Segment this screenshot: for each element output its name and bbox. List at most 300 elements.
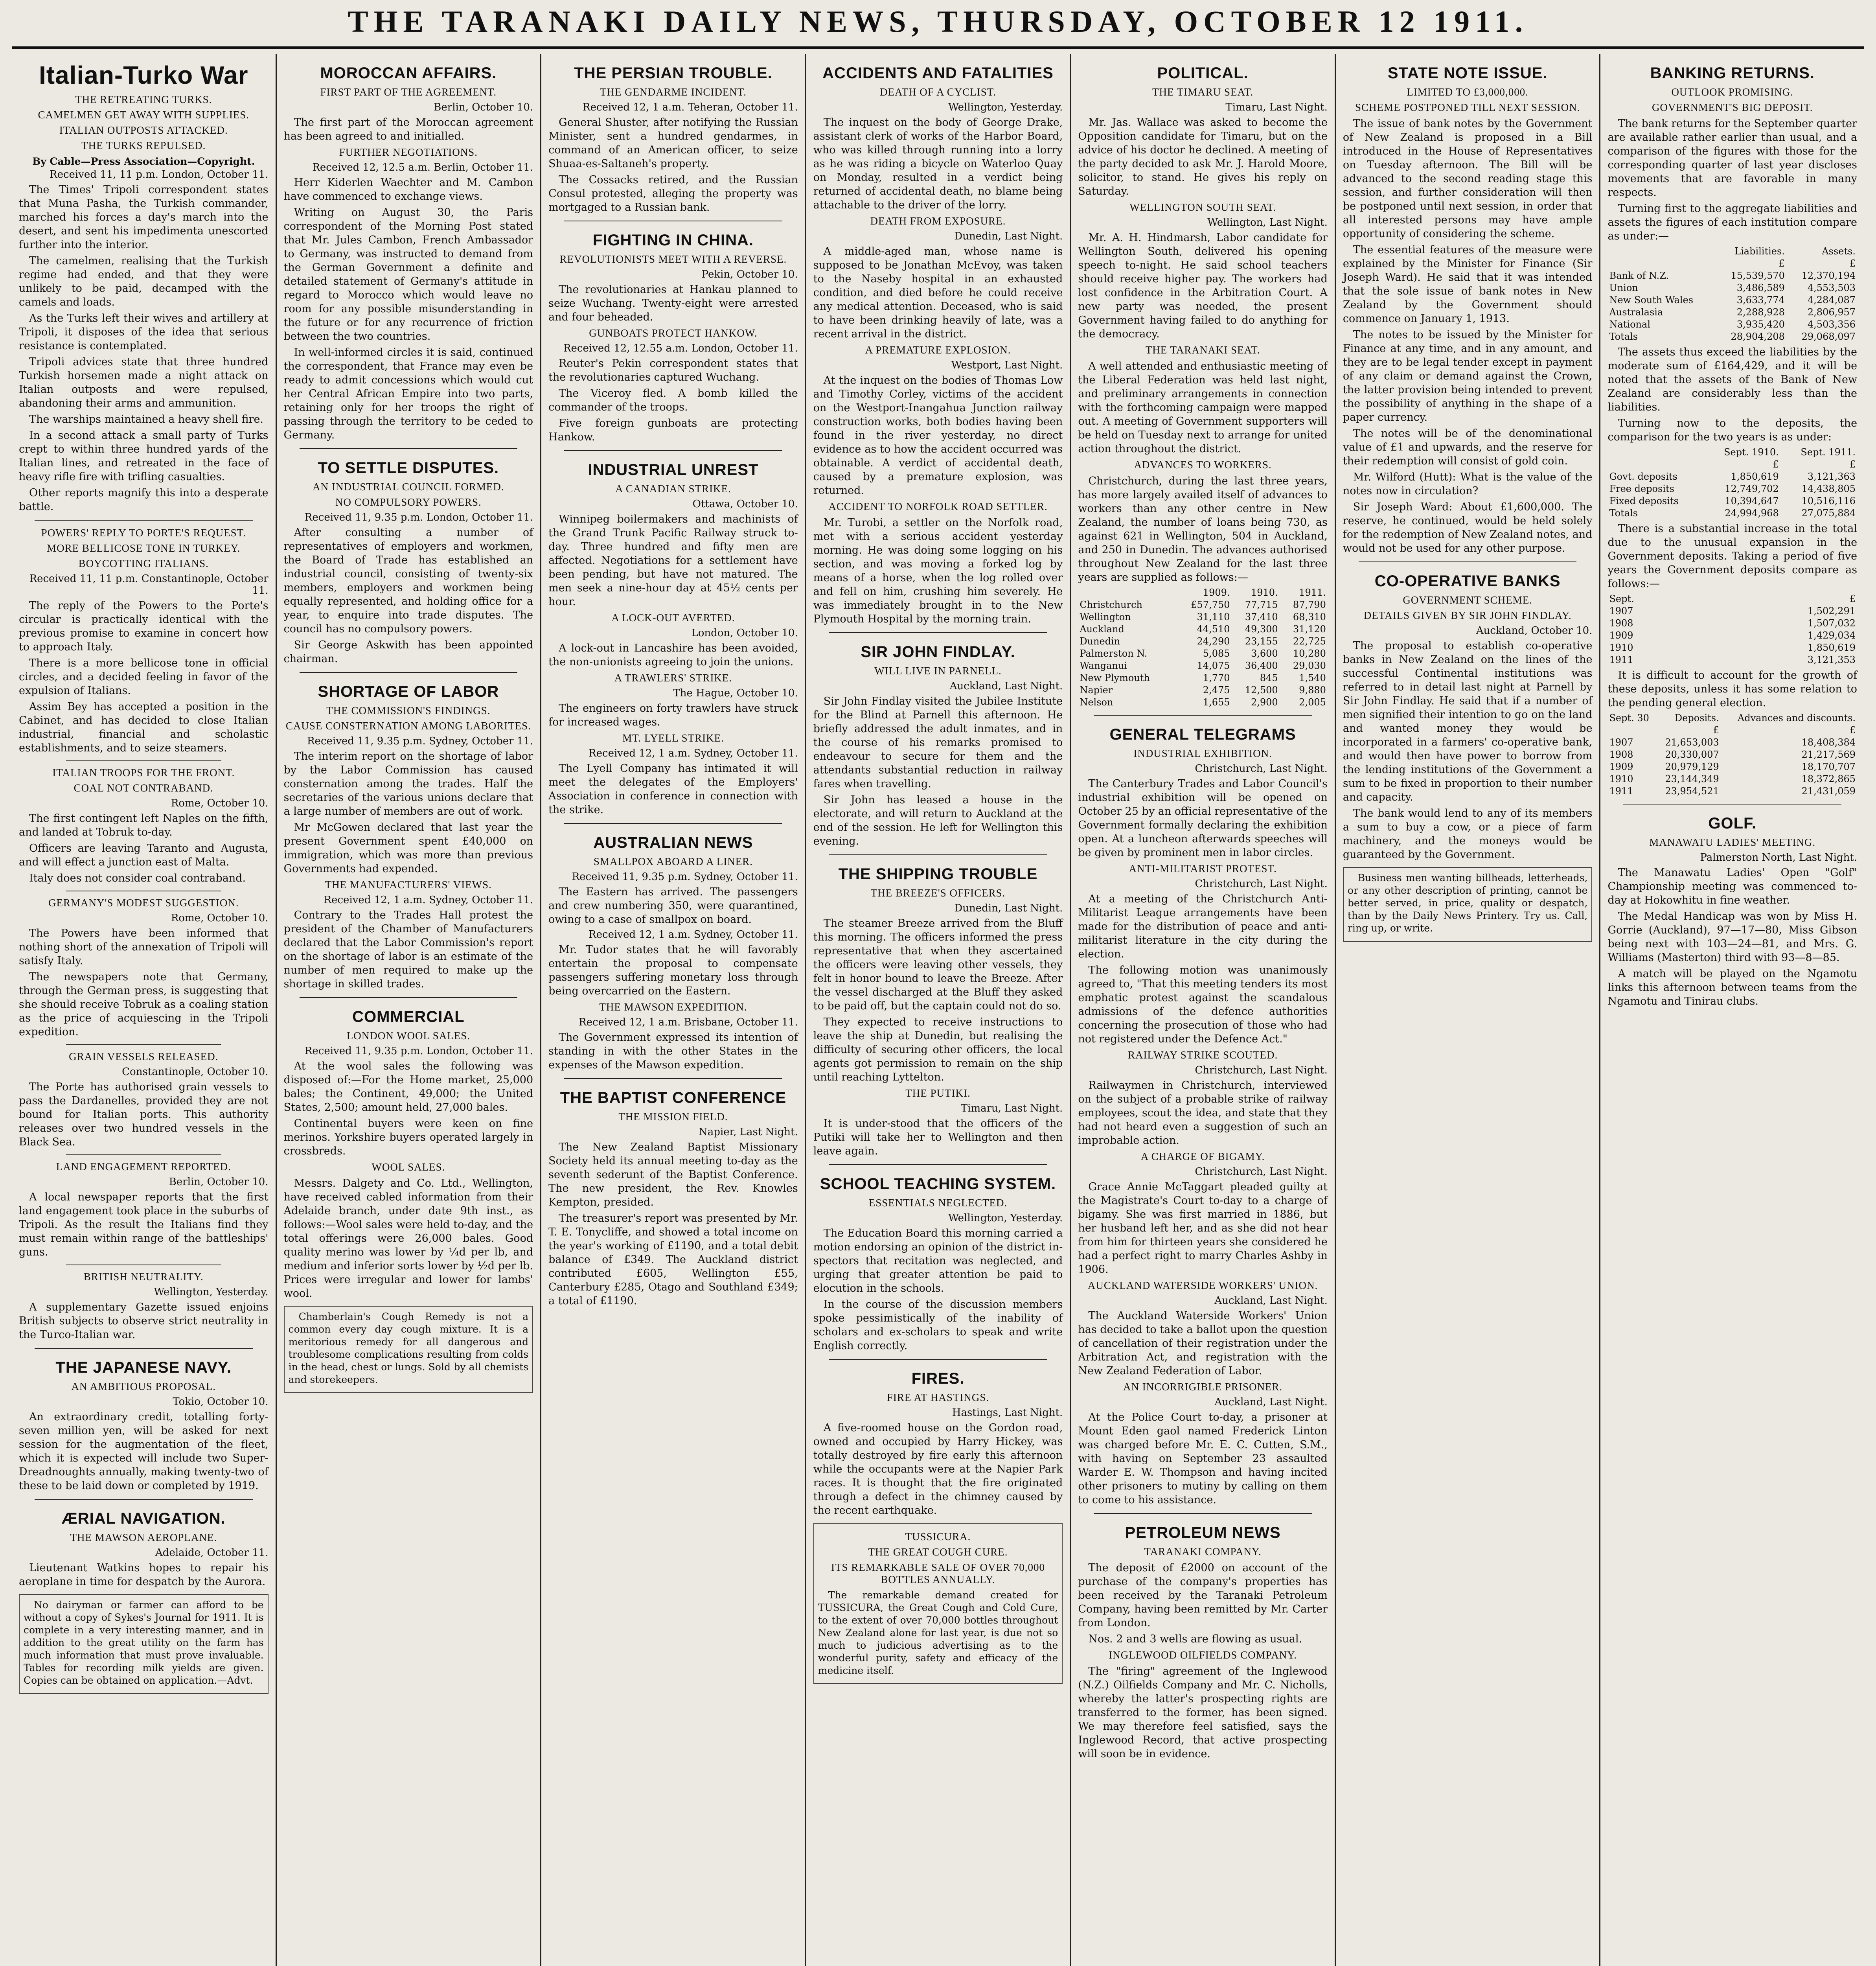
section-sub: THE TARANAKI SEAT. (1145, 344, 1260, 356)
dateline: Auckland, Last Night. (1214, 1396, 1328, 1408)
table-cell (1607, 458, 1703, 471)
divider (1094, 1513, 1312, 1514)
dateline: Berlin, October 10. (169, 1176, 269, 1188)
article-paragraph: The "firing" agreement of the Inglewood (N.Z.) Oilfields Company and Mr. C. Nicholls, whereby the latter's prospecting rights are transferred to the former, has been signed. We may therefore feel satisfied, says the Inglewood Record, that active prospecting will soon be in evidence. (1078, 1665, 1328, 1760)
section-sub: COAL NOT CONTRABAND. (74, 782, 213, 794)
table-cell (1607, 245, 1715, 258)
table-cell (1607, 724, 1656, 736)
table-row (1607, 605, 1857, 617)
table-cell: 24,994,968 (1725, 508, 1779, 519)
headline-australian-news: AUSTRALIAN NEWS (593, 834, 753, 851)
section-sub: A PREMATURE EXPLOSION. (865, 344, 1011, 356)
dateline: Received 11, 9.35 p.m. London, October 11. (304, 512, 533, 523)
headline-fires: FIRES. (911, 1370, 965, 1387)
table-cell: Palmerston N. (1080, 648, 1148, 659)
article-paragraph: Sir John Findlay visited the Jubilee Institute for the Blind at Parnell this afternoon. He briefly addressed the adult inmates, and in the course of his remarks promised to endeavour to secure for them and the attendants substantial reduction in railway fares when travelling. (813, 695, 1063, 790)
section-sub: THE MAWSON EXPEDITION. (599, 1001, 747, 1013)
dateline: Rome, October 10. (171, 797, 269, 809)
table-row (1078, 611, 1328, 623)
headline-shipping-trouble: THE SHIPPING TROUBLE (838, 865, 1038, 883)
article-paragraph: Turning now to the deposits, the comparison for the two years is as under: (1607, 417, 1858, 443)
headline-industrial-unrest: INDUSTRIAL UNREST (588, 461, 759, 479)
section-sub: DEATH OF A CYCLIST. (880, 86, 997, 98)
table-cell: 31,110 (1197, 611, 1230, 622)
article-paragraph: The Canterbury Trades and Labor Council's industrial exhibition will be opened on October 25 by an official representative of the Government formally declaring the exhibition open. At a luncheon afterwards speeches will be given by prominent men in labor circles. (1078, 778, 1328, 859)
divider (35, 1348, 253, 1349)
section-sub: NO COMPULSORY POWERS. (335, 496, 482, 508)
table-cell: 1909. (1203, 587, 1230, 598)
article-paragraph: The Eastern has arrived. The passengers and crew numbering 350, were quarantined, owing to a case of smallpox on board. (548, 886, 798, 926)
article-paragraph: There is a more bellicose tone in official circles, and a decided feeling in favor of the expulsion of Italians. (19, 657, 269, 697)
section-sub: THE COMMISSION'S FINDINGS. (326, 705, 491, 716)
table-row (1078, 696, 1328, 709)
article-paragraph: Mr. Wilford (Hutt): What is the value of the notes now in circulation? (1343, 471, 1593, 497)
table-cell: New South Wales (1609, 295, 1694, 306)
section-sub: GOVERNMENT'S BIG DEPOSIT. (1652, 101, 1813, 113)
table-cell: 21,217,569 (1801, 749, 1856, 760)
table-row (1607, 270, 1857, 282)
section-head: GRAIN VESSELS RELEASED. (69, 1051, 219, 1062)
headline-sir-john-findlay: SIR JOHN FINDLAY. (861, 643, 1015, 661)
table-row (1078, 660, 1328, 672)
table-cell: 10,516,116 (1801, 495, 1856, 506)
advertisement (813, 1523, 1063, 1684)
headline-baptist-conference: THE BAPTIST CONFERENCE (560, 1089, 787, 1106)
table-row (1607, 724, 1857, 736)
table-cell: Totals (1609, 508, 1638, 519)
article-paragraph: A supplementary Gazette issued enjoins British subjects to observe strict neutrality in the Turco-Italian war. (19, 1301, 269, 1341)
divider (1359, 561, 1577, 562)
headline-banking-returns: BANKING RETURNS. (1650, 64, 1815, 82)
table-row (1607, 617, 1857, 630)
article-paragraph: The following motion was unanimously agreed to, "That this meeting tenders its most emphatic protest against the scandalous admissions of the defence authorities concerning the prosecution of those who had not registered under the Defence Act." (1078, 964, 1328, 1045)
table-row (1607, 773, 1857, 785)
divider (300, 448, 518, 449)
article-paragraph: The Auckland Waterside Workers' Union has decided to take a ballot upon the question of cancellation of their registration under the Arbitration Act, and registration with the New Zealand Federation of Labor. (1078, 1310, 1328, 1377)
divider (66, 760, 221, 761)
table-cell: 68,310 (1293, 611, 1326, 622)
article-paragraph: The first part of the Moroccan agreement has been agreed to and initialled. (283, 116, 533, 142)
dateline: Auckland, Last Night. (949, 680, 1063, 692)
dateline: Received 12, 1 a.m. Sydney, October 11. (324, 894, 533, 906)
section-sub: A CHARGE OF BIGAMY. (1140, 1151, 1265, 1162)
headline-co-operative-banks: CO-OPERATIVE BANKS (1374, 572, 1561, 590)
article-paragraph: It is under-stood that the officers of the Putiki will take her to Wellington and then leave again. (813, 1117, 1063, 1157)
dateline: Wellington, Last Night. (1207, 217, 1328, 228)
article-paragraph: In the course of the discussion members spoke pessimistically of the inability of scholars and ex-scholars to speak and write English correctly. (813, 1298, 1063, 1352)
article-paragraph: Other reports magnify this into a desperate battle. (19, 487, 269, 513)
table-row (1607, 331, 1857, 343)
table-cell: Sept. 1911. (1801, 447, 1856, 458)
article-paragraph: A well attended and enthusiastic meeting of the Liberal Federation was held last night, and preliminary arrangements in connection with the forthcoming campaign were mapped out. A meeting of Government supporters will be held on Tuesday next to arrange for united action throughout the district. (1078, 360, 1328, 455)
table-row (1607, 483, 1857, 495)
article-paragraph: Christchurch, during the last three years, has more largely availed itself of advances to workers than any other centre in New Zealand, the number of loans being 730, as against 621 in Wellington, 504 in Auckland, and 250 in Dunedin. The advances authorised throughout New Zealand for the last three years are supplied as follows:— (1078, 475, 1328, 584)
dateline: Received 12, 1 a.m. Brisbane, October 11. (579, 1016, 798, 1028)
table-cell: Assets. (1822, 246, 1856, 257)
dateline: Ottawa, October 10. (692, 498, 798, 510)
table-cell: Bank of N.Z. (1609, 270, 1669, 281)
headline-moroccan-affairs: MOROCCAN AFFAIRS. (320, 64, 497, 82)
table-cell: 3,600 (1251, 648, 1278, 659)
article-paragraph: The interim report on the shortage of labor by the Labor Commission has caused consternation among the trades. Half the secretaries of the various unions declare that a large number of members are out of work. (283, 750, 533, 817)
table-cell: 28,904,208 (1731, 331, 1785, 342)
table-cell: 22,725 (1293, 636, 1326, 647)
section-sub: AUCKLAND WATERSIDE WORKERS' UNION. (1087, 1279, 1318, 1291)
dateline: Pekin, October 10. (701, 269, 798, 280)
section-sub: THE MAWSON AEROPLANE. (70, 1532, 217, 1543)
headline-japanese-navy: THE JAPANESE NAVY. (55, 1359, 232, 1376)
article-paragraph: The essential features of the measure were explained by the Minister for Finance (Sir Joseph Ward). He said that it was intended that the sole issue of bank notes in New Zealand by the Government should commence on January 1, 1913. (1343, 244, 1593, 325)
table-row (1607, 294, 1857, 306)
dateline: Constantinople, October 10. (122, 1066, 269, 1078)
article-paragraph: The newspapers note that Germany, through the German press, is suggesting that she should receive Tobruk as a coaling station as the price of acquiescing in the Tripoli expedition. (19, 971, 269, 1038)
article-paragraph: The first contingent left Naples on the fifth, and landed at Tobruk to-day. (19, 812, 269, 838)
table-cell: 3,486,589 (1736, 282, 1785, 293)
article-paragraph: Italy does not consider coal contraband. (29, 872, 246, 884)
table-cell: 18,408,384 (1801, 737, 1856, 748)
article-paragraph: Mr McGowen declared that last year the present Government spent £40,000 on immigration, which was more than previous Governments had expended. (283, 821, 533, 875)
advertisement-subtitle: ITS REMARKABLE SALE OF OVER 70,000 BOTTLES ANNUALLY. (831, 1561, 1045, 1585)
table-header-row (1078, 587, 1328, 599)
section-sub: LONDON WOOL SALES. (346, 1030, 470, 1042)
table-cell (1607, 258, 1715, 270)
article-paragraph: The Medal Handicap was won by Miss H. Gorrie (Auckland), 97—17—80, Miss Gibson being next with 103—24—81, and Mrs. G. Williams (Masterton) third with 93—8—85. (1607, 910, 1858, 964)
table-cell: 1,540 (1299, 672, 1326, 683)
section-sub: DEATH FROM EXPOSURE. (870, 215, 1006, 227)
section-sub: REVOLUTIONISTS MEET WITH A REVERSE. (559, 253, 787, 265)
article-paragraph: Five foreign gunboats are protecting Hankow. (548, 417, 798, 443)
table-row (1607, 785, 1857, 797)
table-cell: 1911. (1299, 587, 1326, 598)
table-cell: 27,075,884 (1801, 508, 1856, 519)
article-paragraph: Railwaymen in Christchurch, interviewed on the subject of a probable strike of railway employees, scout the idea, and state that they had not heard even a suggestion of such an improbable action. (1078, 1079, 1328, 1147)
column-3 (541, 54, 806, 1966)
article-paragraph: The Viceroy fled. A bomb killed the commander of the troops. (548, 387, 798, 413)
column-7 (1600, 54, 1864, 1966)
article-paragraph: A five-roomed house on the Gordon road, owned and occupied by Harry Hickey, was totally destroyed by fire early this afternoon while the occupants were at the Napier Park races. It is thought that the fire originated through a defect in the chimney caused by the recent earthquake. (813, 1422, 1063, 1517)
dateline: Adelaide, October 11. (155, 1547, 269, 1559)
table-cell: 1907 (1609, 737, 1633, 748)
divider (829, 1359, 1047, 1360)
section-sub: LIMITED TO £3,000,000. (1407, 86, 1529, 98)
table-row (1607, 495, 1857, 507)
article-paragraph: Grace Annie McTaggart pleaded guilty at the Magistrate's Court to-day to a charge of bigamy. She was first married in 1886, but her husband left her, and as she did not hear from him for thirteen years she considered he had a perfect right to marry Charles Ashby in 1906. (1078, 1181, 1328, 1276)
masthead-rule (12, 46, 1864, 49)
section-sub: FIRST PART OF THE AGREEMENT. (320, 86, 497, 98)
table-cell: Napier (1080, 685, 1113, 696)
table-cell: Sept. 1910. (1724, 447, 1779, 458)
article-paragraph: The bank returns for the September quarter are available rather earlier than usual, and a comparison of the figures with those for the corresponding quarter of last year discloses movements that are favorable in many respects. (1607, 118, 1858, 199)
divider (66, 1044, 221, 1045)
table-cell: 29,068,097 (1801, 331, 1856, 342)
divider (564, 450, 782, 451)
article-paragraph: The Lyell Company has intimated it will meet the delegates of the Employers' Association in conference in connection with the strike. (548, 762, 798, 816)
article-paragraph: Nos. 2 and 3 wells are flowing as usual. (1088, 1633, 1302, 1645)
table-cell: 77,715 (1245, 599, 1278, 610)
headline-shortage-of-labor: SHORTAGE OF LABOR (318, 683, 499, 700)
article-paragraph: Reuter's Pekin correspondent states that the revolutionaries captured Wuchang. (548, 357, 798, 383)
table-row (1607, 654, 1857, 666)
table-cell: Advances and discounts. (1737, 712, 1856, 723)
dateline: Wellington, Yesterday. (948, 101, 1063, 113)
table-cell: 12,500 (1245, 685, 1278, 696)
article-paragraph: The assets thus exceed the liabilities by the moderate sum of £164,429, and it will be noted that the assets of the Bank of New Zealand are considerably less than the liabilities. (1607, 346, 1858, 413)
divider (829, 1164, 1047, 1165)
dateline: Wellington, Yesterday. (948, 1212, 1063, 1224)
article-paragraph: The notes will be of the denominational value of £1 and upwards, and the reserve for their redemption will consist of gold coin. (1343, 427, 1593, 467)
table-cell: 1,429,034 (1807, 630, 1856, 641)
table-cell: 1911 (1609, 786, 1633, 797)
table-cell: National (1609, 319, 1650, 330)
dateline: Berlin, October 10. (434, 101, 533, 113)
table-row (1078, 623, 1328, 635)
dateline: Received 11, 9.35 p.m. Sydney, October 11. (307, 735, 533, 747)
section-sub: WILL LIVE IN PARNELL. (874, 665, 1002, 677)
table-cell: 9,880 (1299, 685, 1326, 696)
section-sub: A TRAWLERS' STRIKE. (614, 672, 732, 684)
table-cell: Sept. (1609, 593, 1634, 604)
table-cell: 24,290 (1197, 636, 1230, 647)
table-cell: 23,155 (1245, 636, 1278, 647)
table-cell: 5,085 (1203, 648, 1230, 659)
headline-accidents-and-fatalities: ACCIDENTS AND FATALITIES (822, 64, 1054, 82)
table-cell: £ (1773, 459, 1779, 470)
table-cell: £ (1849, 593, 1856, 604)
table-row (1607, 736, 1857, 749)
article-paragraph: The Manawatu Ladies' Open "Golf" Championship meeting was commenced to-day at Hokowhitu in fine weather. (1607, 867, 1858, 906)
headline-to-settle-disputes: TO SETTLE DISPUTES. (318, 459, 499, 477)
headline-political: POLITICAL. (1157, 64, 1249, 82)
article-paragraph: A local newspaper reports that the first land engagement took place in the suburbs of Tripoli. As the result the Italians find they must remain within range of the battleships' guns. (19, 1191, 269, 1258)
dateline: Christchurch, Last Night. (1195, 763, 1328, 775)
table-row (1078, 672, 1328, 684)
table-row (1607, 318, 1857, 331)
advertisement (19, 1594, 269, 1694)
article-paragraph: After consulting a number of representatives of employers and workmen, the Board of Trade has established an industrial council, consisting of twenty-six members, employers and workmen being equally represented, and holding office for a year, to enquire into trade disputes. The council has no compulsory powers. (283, 526, 533, 635)
advertisement (1343, 867, 1593, 942)
headline-aerial-navigation: ÆRIAL NAVIGATION. (61, 1510, 226, 1527)
table-cell: 44,510 (1197, 624, 1230, 635)
table-cell: 4,553,503 (1807, 282, 1856, 293)
dateline: Timaru, Last Night. (960, 1103, 1063, 1114)
column-4 (806, 54, 1071, 1966)
table-row (1078, 599, 1328, 611)
headline-persian-trouble: THE PERSIAN TROUBLE. (574, 64, 772, 82)
divider (829, 854, 1047, 855)
dateline: Hastings, Last Night. (952, 1407, 1063, 1419)
article-paragraph: Mr. Jas. Wallace was asked to become the Opposition candidate for Timaru, but on the advice of his doctor he declined. A meeting of the party decided to ask Mr. J. Harold Moore, solicitor, to stand. He gives his reply on Saturday. (1078, 116, 1328, 197)
table-row (1607, 749, 1857, 761)
section-head: LAND ENGAGEMENT REPORTED. (56, 1161, 231, 1173)
subhead: THE RETREATING TURKS. (75, 94, 212, 105)
article-paragraph: The New Zealand Baptist Missionary Society held its annual meeting to-day as the seventh sederunt of the Baptist Conference. The new president, the Rev. Knowles Kempton, presided. (548, 1141, 798, 1208)
table-cell: Dunedin (1080, 636, 1120, 647)
article-paragraph: Tripoli advices state that three hundred Turkish horsemen made a night attack on Italian outposts and were repulsed, abandoning their arms and ammunition. (19, 356, 269, 409)
section-sub: INDUSTRIAL EXHIBITION. (1133, 747, 1272, 759)
headline-italian-turko-war: Italian-Turko War (39, 61, 248, 89)
headline-golf: GOLF. (1708, 815, 1757, 832)
dateline: Christchurch, Last Night. (1195, 1064, 1328, 1076)
table-cell: 21,653,003 (1665, 737, 1719, 748)
dateline: Received 11, 9.35 p.m. London, October 11. (304, 1045, 533, 1057)
advertisement-subtitle: THE GREAT COUGH CURE. (868, 1546, 1008, 1558)
dateline: Rome, October 10. (171, 912, 269, 924)
table-row (1078, 635, 1328, 648)
section-sub: ADVANCES TO WORKERS. (1134, 459, 1272, 471)
section-sub: THE BREEZE'S OFFICERS. (870, 887, 1006, 899)
table-cell: 14,438,805 (1801, 483, 1856, 494)
table-cell: Sept. 30 (1609, 712, 1649, 723)
table-cell: Australasia (1609, 307, 1663, 318)
article-paragraph: As the Turks left their wives and artillery at Tripoli, it disposes of the idea that serious resistance is contemplated. (19, 312, 269, 352)
column-2 (277, 54, 542, 1966)
dateline: Received 12, 1 a.m. Sydney, October 11. (589, 929, 798, 941)
column-1 (12, 54, 277, 1966)
table-cell: 29,030 (1293, 660, 1326, 671)
table-cell: 2,900 (1251, 697, 1278, 708)
article-paragraph: A lock-out in Lancashire has been avoided, the non-unionists agreeing to join the unions. (548, 642, 798, 668)
table-cell: 10,280 (1293, 648, 1326, 659)
table-cell: 23,144,349 (1665, 773, 1719, 784)
table-cell: 20,979,129 (1665, 761, 1719, 772)
section-sub: THE MISSION FIELD. (618, 1111, 728, 1123)
table-cell: 1909 (1609, 761, 1633, 772)
article-paragraph: At the inquest on the bodies of Thomas Low and Timothy Corley, victims of the accident on the Westport-Inangahua Junction railway construction works, both bodies having been found in the river yesterday, no direct evidence as to how the accident occurred was obtainable. A verdict of accidental death, caused by a premature explosion, was returned. (813, 374, 1063, 497)
article-paragraph: Mr. Tudor states that he will favorably entertain the proposal to compensate passengers suffering monetary loss through being overcarried on the Eastern. (548, 944, 798, 997)
table-cell: Wanganui (1080, 660, 1127, 671)
table-cell: 1911 (1609, 654, 1633, 665)
article-paragraph: Writing on August 30, the Paris correspondent of the Morning Post stated that Mr. Jules Cambon, French Ambassador to Germany, was instructed to demand from the German Government a definite and detailed statement of Germany's attitude in regard to Morocco which would leave no room for any possible misunderstanding in the future or for any recurrence of friction between the two countries. (283, 206, 533, 342)
table-cell: 845 (1260, 672, 1278, 683)
table-cell: 10,394,647 (1725, 495, 1779, 506)
dateline: Auckland, October 10. (1476, 625, 1593, 637)
article-paragraph: Sir John has leased a house in the electorate, and will return to Auckland at the end of the session. He left for Wellington this evening. (813, 794, 1063, 847)
liabilities-assets-table (1607, 245, 1857, 343)
table-cell: 4,503,356 (1807, 319, 1856, 330)
dateline: Tokio, October 10. (173, 1396, 269, 1408)
dateline: Received 11, 9.35 p.m. Sydney, October 11. (572, 871, 798, 883)
section-sub: WELLINGTON SOUTH SEAT. (1129, 201, 1276, 213)
table-header-row (1607, 245, 1857, 258)
article-paragraph: Mr. A. H. Hindmarsh, Labor candidate for Wellington South, delivered his opening speech to-night. He said school teachers should receive higher pay. The workers had lost confidence in the Arbitration Court. A new party was needed, the present Government having failed to do anything for the democracy. (1078, 232, 1328, 340)
table-cell: 1,507,032 (1807, 618, 1856, 629)
section-sub: DETAILS GIVEN BY SIR JOHN FINDLAY. (1363, 609, 1572, 621)
headline-general-telegrams: GENERAL TELEGRAMS (1109, 726, 1296, 743)
section-sub: AN INDUSTRIAL COUNCIL FORMED. (313, 481, 504, 493)
article-paragraph: Winnipeg boilermakers and machinists of the Grand Trunk Pacific Railway struck to-day. Three hundred and fifty men are affected. Negotiations for a settlement have been pending, but have not matured. The men seek a nine-hour day at 45½ cents per hour. (548, 513, 798, 608)
section-sub: BOYCOTTING ITALIANS. (78, 558, 209, 569)
article-paragraph: Continental buyers were keen on fine merinos. Yorkshire buyers operated largely in crossbreds. (283, 1117, 533, 1157)
dateline: London, October 10. (691, 627, 798, 639)
article-paragraph: At a meeting of the Christchurch Anti-Militarist League arrangements have been made for the distribution of peace and anti-militarist literature in the city during the election. (1078, 893, 1328, 960)
table-cell: 49,300 (1245, 624, 1278, 635)
section-sub: ESSENTIALS NEGLECTED. (868, 1197, 1008, 1209)
table-cell: Govt. deposits (1609, 471, 1677, 482)
article-paragraph: An extraordinary credit, totalling forty-seven million yen, will be asked for next session for the augmentation of the fleet, which it is expected will include two Super-Dreadnoughts annually, making twenty-two of these to be laid down or completed by 1919. (19, 1411, 269, 1492)
article-paragraph: The steamer Breeze arrived from the Bluff this morning. The officers informed the press representative that when they ascertained the officers were leaving other vessels, they felt in honor bound to leave the Breeze. After the vessel discharged at the Bluff they asked to be paid off, but the captain could not do so. (813, 917, 1063, 1012)
deposits-table (1607, 446, 1857, 519)
dateline: Received 12, 12.55 a.m. London, October 11. (563, 342, 798, 354)
masthead-title: THE TARANAKI DAILY NEWS, THURSDAY, OCTOBER 12 1911. (348, 4, 1528, 39)
table-cell: 21,431,059 (1801, 786, 1856, 797)
section-sub: THE GENDARME INCIDENT. (600, 86, 747, 98)
table-cell: 1910 (1609, 642, 1633, 653)
table-cell: 2,806,957 (1807, 307, 1856, 318)
advertisement (284, 1306, 533, 1393)
section-sub: FURTHER NEGOTIATIONS. (339, 146, 478, 158)
dateline: Received 12, 12.5 a.m. Berlin, October 11. (312, 162, 533, 173)
table-cell: 4,284,087 (1807, 295, 1856, 306)
dateline: Auckland, Last Night. (1214, 1295, 1328, 1307)
table-row (1078, 648, 1328, 660)
table-cell: 2,005 (1299, 697, 1326, 708)
headline-petroleum-news: PETROLEUM NEWS (1125, 1524, 1281, 1541)
article-paragraph: The warships maintained a heavy shell fire. (29, 413, 264, 425)
section-sub: CAUSE CONSTERNATION AMONG LABORITES. (285, 720, 531, 732)
divider (1094, 715, 1312, 716)
table-header-row (1607, 712, 1857, 724)
section-sub: MORE BELLICOSE TONE IN TURKEY. (47, 542, 241, 554)
deposits-advances-table (1607, 712, 1857, 797)
table-cell: Union (1609, 282, 1638, 293)
section-sub: ACCIDENT TO NORFOLK ROAD SETTLER. (828, 501, 1048, 512)
table-cell: 1,850,619 (1807, 642, 1856, 653)
headline-state-note-issue: STATE NOTE ISSUE. (1387, 64, 1548, 82)
table-cell: Fixed deposits (1609, 495, 1679, 506)
table-cell (1078, 587, 1175, 599)
dateline: Timaru, Last Night. (1225, 101, 1328, 113)
article-paragraph: Sir George Askwith has been appointed chairman. (283, 639, 533, 665)
byline: By Cable—Press Association—Copyright. (32, 156, 255, 167)
dateline: Received 12, 1 a.m. Sydney, October 11. (589, 747, 798, 759)
subhead: THE TURKS REPULSED. (81, 140, 206, 151)
article-paragraph: The reply of the Powers to the Porte's circular is practically identical with the previous promise to examine in concert how to approach Italy. (19, 600, 269, 653)
table-cell: Christchurch (1080, 599, 1142, 610)
headline-school-teaching-system: SCHOOL TEACHING SYSTEM. (820, 1175, 1056, 1193)
article-paragraph: They expected to receive instructions to leave the ship at Dunedin, but realising the difficulty of securing other officers, the local agents got permission to remain on the ship until reaching Lyttelton. (813, 1016, 1063, 1083)
table-cell: New Plymouth (1080, 672, 1150, 683)
dateline: Westport, Last Night. (951, 359, 1063, 371)
column-5 (1071, 54, 1336, 1966)
advertisement-text: Chamberlain's Cough Remedy is not a common every day cough mixture. It is a meritorious remedy for all dangerous and troublesome complications resulting from colds in the head, chest or lungs. Sold by all chemists and storekeepers. (288, 1311, 529, 1385)
article-paragraph: The Cossacks retired, and the Russian Consul protested, alleging the property was mortgaged to a Russian bank. (548, 174, 798, 214)
article-paragraph: Herr Kiderlen Waechter and M. Cambon have commenced to exchange views. (283, 177, 533, 202)
govt-deposits-table (1607, 593, 1857, 666)
article-paragraph: The camelmen, realising that the Turkish regime had ended, and that they were unlikely to be paid, decamped with the camels and loads. (19, 255, 269, 308)
article-paragraph: General Shuster, after notifying the Russian Minister, sent a hundred gendarmes, in command of an American officer, to seize Shuaa-es-Saltaneh's property. (548, 116, 798, 170)
article-paragraph: In well-informed circles it is said, continued the correspondent, that France may even be ready to admit concessions which would cut her Central African Empire into two parts, retaining only for her troops the right of passing through the territory to be ceded to Germany. (283, 346, 533, 441)
article-paragraph: The bank would lend to any of its members a sum to buy a cow, or a piece of farm machinery, and the moneys would be guaranteed by the Government. (1343, 807, 1593, 861)
dateline: Wellington, Yesterday. (154, 1286, 269, 1298)
table-row (1607, 306, 1857, 318)
table-cell: 1,850,619 (1731, 471, 1779, 482)
table-cell: £ (1779, 258, 1785, 269)
masthead (0, 0, 1876, 43)
table-cell: 1910. (1251, 587, 1278, 598)
article-paragraph: It is difficult to account for the growth of these deposits, unless it has some relation to the pending general election. (1607, 669, 1858, 709)
table-cell: 20,330,007 (1665, 749, 1719, 760)
table-cell: 1908 (1609, 618, 1633, 629)
divider (35, 520, 253, 521)
section-head: GERMANY'S MODEST SUGGESTION. (48, 897, 239, 909)
table-cell: Liabilities. (1734, 246, 1785, 257)
section-sub: A LOCK-OUT AVERTED. (611, 612, 735, 624)
table-cell: 2,288,928 (1736, 307, 1785, 318)
section-sub: AN INCORRIGIBLE PRISONER. (1123, 1381, 1283, 1393)
section-sub: ANTI-MILITARIST PROTEST. (1129, 863, 1277, 874)
article-paragraph: Mr. Turobi, a settler on the Norfolk road, met with a serious accident yesterday morning. He was doing some logging on his section, and was moving a forked log by means of a horse, when the log rolled over and fell on him, crushing him severely. He was immediately brought in to the New Plymouth Hospital by the morning train. (813, 517, 1063, 625)
article-paragraph: Officers are leaving Taranto and Augusta, and will effect a junction east of Malta. (19, 842, 269, 868)
